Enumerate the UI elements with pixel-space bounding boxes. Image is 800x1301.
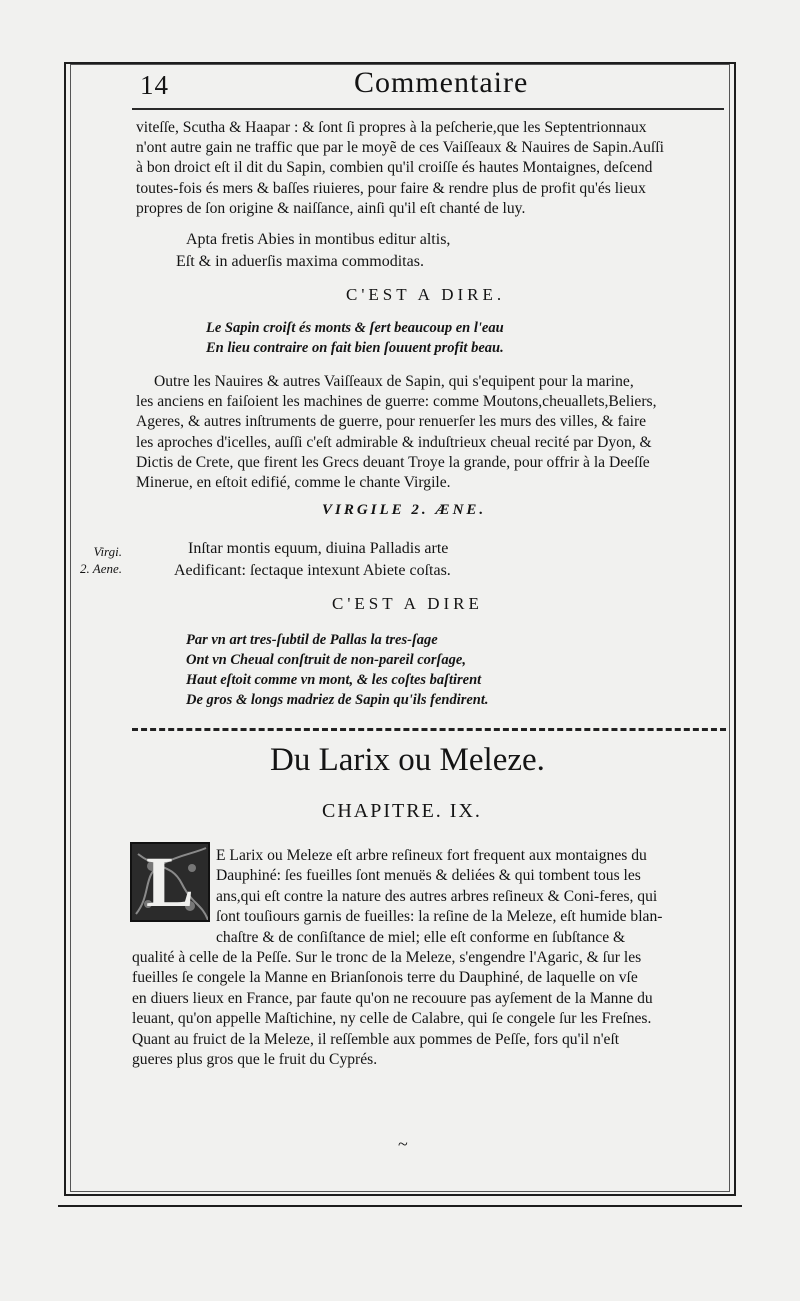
- text-line: n'ont autre gain ne traffic que par le moyẽ de ces Vaiſſeaux & Nauires de Sapin.Auſſi: [136, 139, 664, 157]
- text-line: E Larix ou Meleze eſt arbre reſineux fort frequent aux montaignes du: [216, 847, 647, 864]
- text-line: Ageres, & autres inſtruments de guerre, pour renuerſer les murs des villes, & faire: [136, 413, 647, 431]
- running-title: Commentaire: [354, 66, 529, 99]
- french-verse-2: [186, 630, 489, 710]
- text-line: propres de ſon origine & naiſſance, ainſi qu'il eſt chanté de luy.: [136, 199, 526, 217]
- text-line: les anciens en faiſoient les machines de guerre: comme Moutons,cheuallets,Beliers,: [136, 393, 657, 411]
- verse-line: En lieu contraire on fait bien ſouuent profit beau.: [206, 340, 504, 356]
- margin-note-line: 2. Aene.: [80, 561, 122, 576]
- cest-a-dire-heading: C'EST A DIRE.: [346, 285, 506, 304]
- latin-verse-1: [176, 229, 450, 273]
- virgile-heading: VIRGILE 2. ÆNE.: [322, 502, 487, 518]
- second-paragraph: [136, 372, 728, 493]
- french-verse-1: [206, 318, 504, 358]
- text-line: Outre les Nauires & autres Vaiſſeaux de Sapin, qui s'equipent pour la marine,: [154, 373, 634, 390]
- drop-cap-letter: L: [145, 842, 195, 922]
- text-line: ans,qui eſt contre la nature des autres arbres reſineux & Coni-feres, qui: [216, 887, 658, 905]
- text-line: à bon droict eſt il dit du Sapin, combien qu'il croiſſe és hautes Montaignes, deſcend: [136, 159, 653, 177]
- footer-ornament: ~: [398, 1134, 408, 1154]
- text-line: leuant, qu'on appelle Maſtichine, ny celle de Calabre, qui ſe congele ſur les Freſnes.: [132, 1010, 652, 1028]
- verse-line: Ont vn Cheual conſtruit de non-pareil corſage,: [186, 652, 466, 668]
- bottom-rule: [58, 1205, 742, 1207]
- text-line: ſont touſiours garnis de fueilles: la reſine de la Meleze, eſt humide blan-: [216, 908, 663, 926]
- text-line: chaſtre & de conſiſtance de miel; elle eſt conforme en ſubſtance &: [216, 928, 626, 946]
- verse-line: Par vn art tres-ſubtil de Pallas la tres-ſage: [186, 632, 438, 648]
- chapter-number: CHAPITRE. IX.: [322, 800, 482, 822]
- text-line: en diuers lieux en France, par faute qu'on ne recouure pas ayſement de la Manne du: [132, 989, 653, 1007]
- verse-line: Inſtar montis equum, diuina Palladis arte: [188, 540, 449, 557]
- text-line: les aproches d'icelles, auſſi c'eſt admirable & induſtrieux cheual recité par Dyon, &: [136, 433, 652, 451]
- text-line: viteſſe, Scutha & Haapar : & ſont ſi propres à la peſcherie,que les Septentrionnaux: [136, 119, 647, 136]
- text-line: Quant au fruict de la Meleze, il reſſemble aux pommes de Peſſe, fors qu'il n'eſt: [132, 1030, 620, 1048]
- text-line: Dictis de Crete, que firent les Grecs deuant Troye la grande, pour offrir à la Deeſſe: [136, 453, 650, 471]
- margin-note: [66, 543, 122, 577]
- text-line: Minerue, en eſtoit edifié, comme le chante Virgile.: [136, 474, 451, 492]
- opening-paragraph: [136, 118, 728, 219]
- section-divider: [132, 728, 726, 731]
- decorated-initial: [130, 842, 210, 922]
- text-line: Dauphiné: ſes fueilles ſont menuës & deliées & qui tombent tous les: [216, 867, 641, 885]
- latin-verse-2: [174, 538, 451, 582]
- header-rule: [132, 108, 724, 110]
- verse-line: Aedificant: ſectaque intexunt Abiete coſtas.: [174, 562, 451, 579]
- verse-line: Apta fretis Abies in montibus editur altis,: [186, 231, 451, 248]
- cest-a-dire-heading: C'EST A DIRE: [332, 594, 483, 613]
- margin-note-line: Virgi.: [93, 544, 122, 559]
- chapter-title: Du Larix ou Meleze.: [270, 742, 545, 778]
- page-number: 14: [140, 70, 169, 100]
- text-line: fueilles ſe congele la Manne en Brianſonois terre du Dauphiné, de laquelle on vſe: [132, 969, 638, 987]
- chapter-paragraph-full: [132, 948, 726, 1070]
- text-line: qualité à celle de la Peſſe. Sur le tronc de la Meleze, s'engendre l'Agaric, & ſur les: [132, 949, 642, 966]
- chapter-paragraph-indented: [216, 846, 726, 948]
- verse-line: Eſt & in aduerſis maxima commoditas.: [176, 253, 424, 270]
- verse-line: Le Sapin croiſt és monts & ſert beaucoup en l'eau: [206, 320, 504, 336]
- verse-line: De gros & longs madriez de Sapin qu'ils fendirent.: [186, 692, 489, 708]
- text-line: toutes-fois és mers & baſſes riuieres, pour faire & rendre plus de profit qu'és lieux: [136, 179, 646, 197]
- text-line: gueres plus gros que le fruit du Cyprés.: [132, 1051, 378, 1069]
- verse-line: Haut eſtoit comme vn mont, & les coſtes baſtirent: [186, 672, 482, 688]
